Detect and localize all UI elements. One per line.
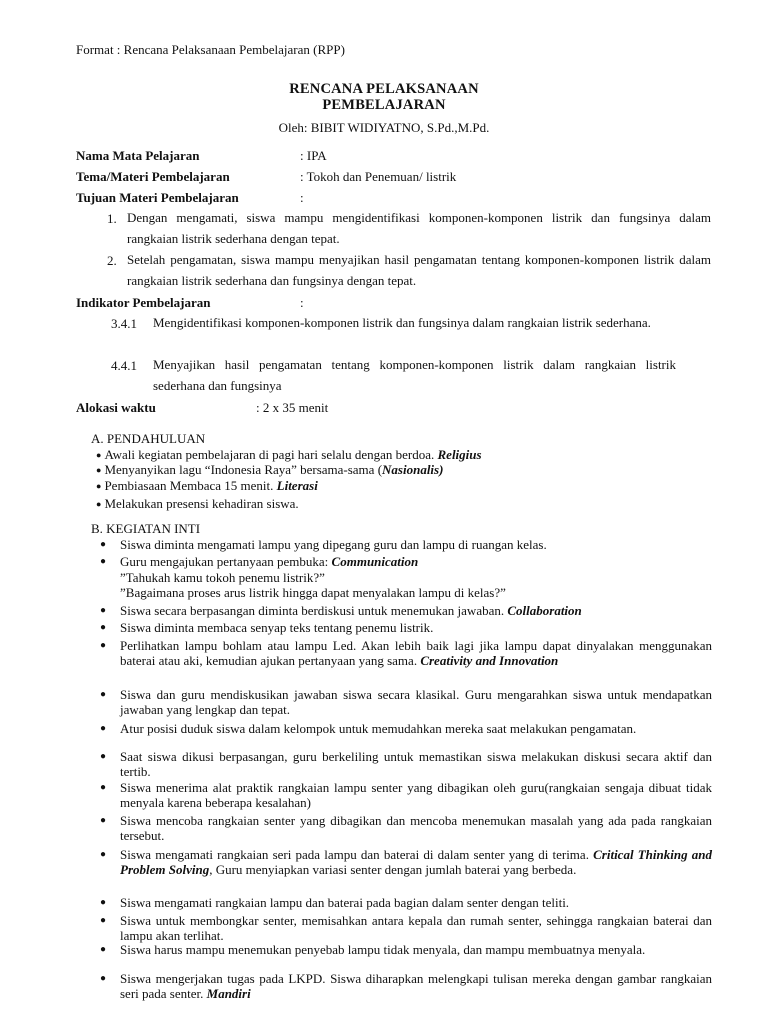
- doc-title-line2: PEMBELAJARAN: [322, 97, 446, 113]
- meta-value: : Tokoh dan Penemuan/ listrik: [300, 169, 457, 184]
- list-item: ● Awali kegiatan pembelajaran di pagi hari selalu dengan berdoa. Religius: [96, 447, 482, 462]
- indikator-number: 3.4.1: [111, 316, 137, 331]
- bullet-icon: ●: [100, 723, 107, 734]
- format-line: Format : Rencana Pelaksanaan Pembelajaran (RPP): [76, 42, 345, 57]
- tujuan-text: Setelah pengamatan, siswa mampu menyajikan hasil pengamatan tentang komponen-komponen listrik dalam rangkaian listrik sederhana dan fungsinya dengan tepat.: [127, 252, 711, 288]
- opening-question: ”Bagaimana proses arus listrik hingga dapat menyalakan lampu di kelas?”: [120, 585, 506, 600]
- bullet-icon: ●: [100, 689, 107, 700]
- character-tag: Communication: [331, 554, 419, 569]
- bullet-icon: ●: [100, 605, 107, 616]
- tujuan-number: 1.: [107, 211, 117, 226]
- indikator-number: 4.4.1: [111, 358, 137, 373]
- doc-title-line1: RENCANA PELAKSANAAN: [289, 81, 479, 97]
- indikator-text: Mengidentifikasi komponen-komponen listrik dan fungsinya dalam rangkaian listrik sederhana.: [153, 315, 651, 330]
- bullet-icon: ●: [100, 782, 107, 793]
- meta-label: Alokasi waktu: [76, 400, 156, 415]
- bullet-icon: ●: [100, 751, 107, 762]
- character-tag: Religius: [437, 447, 482, 462]
- bullet-icon: ●: [96, 465, 102, 475]
- document-page: Format : Rencana Pelaksanaan Pembelajaran (RPP) RENCANA PELAKSANAAN PEMBELAJARAN Oleh: BIBIT WIDIYATNO, S.Pd.,M.Pd. Nama Mata Pelajaran : IPA Tema/Materi Pembelajaran : Tokoh dan Penemuan/ listrik Tujuan Materi Pembelajaran : 1. Dengan mengamati, siswa mampu mengidentifikasi komponen-komponen listrik dan fungsinya dalam rangkaian listrik sederhana dengan tepat. 2. Setelah pengamatan, siswa mampu menyajikan hasil pengamatan tentang komponen-komponen listrik dalam rangkaian listrik sederhana dan fungsinya dengan tepat. Indikator Pembelajaran : 3.4.1 Mengidentifikasi komponen-komponen listrik dan fungsinya dalam rangkaian listrik sederhana. 4.4.1 Menyajikan hasil pengamatan tentang komponen-komponen listrik dalam rangkaian listrik sederhana dan fungsinya Alokasi waktu : 2 x 35 menit A. PENDAHULUAN ● Awali kegiatan pembelajaran di pagi hari selalu dengan berdoa. Religius ● Menyanyikan lagu “Indonesia Raya” bersama-sama (Nasionalis) ● Pembiasaan Membaca 15 menit. Literasi ● Melakukan presensi kehadiran siswa. B. KEGIATAN INTI ● Siswa diminta mengamati lampu yang dipegang guru dan lampu di ruangan kelas. ● Guru mengajukan pertanyaan pembuka: Communication ”Tahukah kamu tokoh penemu listrik?” ”Bagaimana proses arus listrik hingga dapat menyalakan lampu di kelas?” ● Siswa secara berpasangan diminta berdiskusi untuk menemukan jawaban. Collaboration ● Siswa diminta membaca senyap teks tentang penemu listrik. ● Perlihatkan lampu bohlam atau lampu Led. Akan lebih baik lagi jika lampu dapat dinyalakan menggunakan baterai atau aki, kemudian ajukan pertanyaan yang sama. Creativity and Innovation ● Siswa dan guru mendiskusikan jawaban siswa secara klasikal. Guru mengarahkan siswa untuk mendapatkan jawaban yang lengkap dan tepat. ● Atur posisi duduk siswa dalam kelompok untuk memudahkan mereka saat melakukan pengamatan. ● Saat siswa dikusi berpasangan, guru berkeliling untuk memastikan siswa melakukan diskusi secara aktif dan tertib. ● Siswa menerima alat praktik rangkaian lampu senter yang dibagikan oleh guru(rangkaian sengaja dibuat tidak menyala karena beberapa kesalahan) ● Siswa mencoba rangkaian senter yang dibagikan dan mencoba menemukan masalah yang ada pada rangkaian tersebut. ● Siswa mengamati rangkaian seri pada lampu dan baterai di dalam senter yang di terima. Critical Thinking and Problem Solving, Guru menyiapkan variasi senter dengan jumlah baterai yang berbeda. ● Siswa mengamati rangkaian lampu dan baterai pada bagian dalam senter dengan teliti. ● Siswa untuk membongkar senter, memisahkan antara kepala dan rumah senter, sehingga rangkaian baterai dan lampu akan terlihat. ● Siswa harus mampu menemukan penyebab lampu tidak menyala, dan mampu membuatnya menyala. ● Siswa mengerjakan tugas pada LKPD. Siswa diharapkan melengkapi tulisan mereka dengan gambar rangkaian seri pada senter. Mandiri: [0, 0, 768, 1024]
- bullet-icon: ●: [100, 849, 107, 860]
- indikator-text: Menyajikan hasil pengamatan tentang komponen-komponen listrik dalam rangkaian listrik sederhana dan fungsinya: [153, 357, 676, 393]
- section-heading-pendahuluan: A. PENDAHULUAN: [91, 431, 206, 446]
- meta-label: Indikator Pembelajaran: [76, 295, 211, 310]
- meta-value: : IPA: [300, 148, 327, 163]
- character-tag: Literasi: [276, 478, 318, 493]
- bullet-icon: ●: [100, 944, 107, 955]
- meta-value: :: [300, 190, 304, 205]
- meta-label: Nama Mata Pelajaran: [76, 148, 200, 163]
- bullet-icon: ●: [100, 556, 107, 567]
- section-heading-kegiatan-inti: B. KEGIATAN INTI: [91, 521, 201, 536]
- bullet-icon: ●: [100, 897, 107, 908]
- opening-question: ”Tahukah kamu tokoh penemu listrik?”: [120, 570, 325, 585]
- author-line: Oleh: BIBIT WIDIYATNO, S.Pd.,M.Pd.: [278, 120, 490, 135]
- bullet-icon: ●: [100, 622, 107, 633]
- meta-label: Tema/Materi Pembelajaran: [76, 169, 230, 184]
- meta-label: Tujuan Materi Pembelajaran: [76, 190, 239, 205]
- list-item: ● Menyanyikan lagu “Indonesia Raya” bersama-sama (Nasionalis): [96, 462, 444, 477]
- character-tag: Creativity and Innovation: [420, 653, 559, 668]
- meta-value: :: [300, 295, 304, 310]
- list-item: ● Pembiasaan Membaca 15 menit. Literasi: [96, 478, 318, 493]
- bullet-icon: ●: [100, 815, 107, 826]
- meta-value: : 2 x 35 menit: [256, 400, 329, 415]
- bullet-icon: ●: [96, 499, 102, 509]
- character-tag: Critical Thinking and Problem Solving: [120, 847, 712, 877]
- bullet-icon: ●: [96, 450, 102, 460]
- bullet-icon: ●: [100, 973, 107, 984]
- bullet-icon: ●: [96, 481, 102, 491]
- tujuan-text: Dengan mengamati, siswa mampu mengidentifikasi komponen-komponen listrik dan fungsinya dalam rangkaian listrik sederhana dengan tepat.: [127, 210, 711, 246]
- bullet-icon: ●: [100, 915, 107, 926]
- character-tag: Collaboration: [507, 603, 582, 618]
- bullet-icon: ●: [100, 539, 107, 550]
- bullet-icon: ●: [100, 640, 107, 651]
- tujuan-number: 2.: [107, 253, 117, 268]
- character-tag: Nasionalis): [382, 462, 444, 477]
- list-item: ● Melakukan presensi kehadiran siswa.: [96, 496, 299, 511]
- character-tag: Mandiri: [206, 986, 251, 1001]
